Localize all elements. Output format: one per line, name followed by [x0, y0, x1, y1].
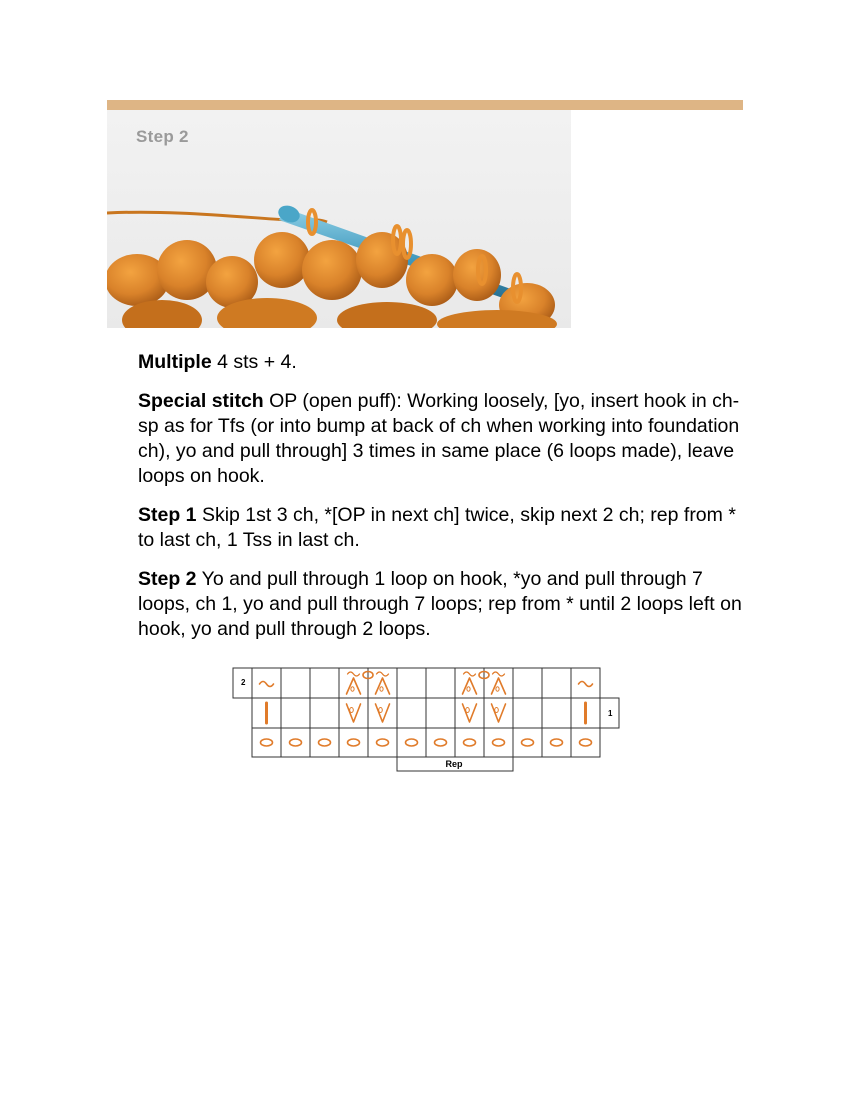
pull-through-symbol — [492, 678, 506, 694]
puff-loop-mark — [350, 708, 354, 713]
open-puff-symbol — [463, 704, 477, 722]
chart-cell — [397, 698, 426, 728]
chart-cell — [281, 698, 310, 728]
open-puff-symbol — [347, 704, 361, 722]
chart-cell — [426, 728, 455, 757]
special-stitch-paragraph — [138, 389, 750, 489]
row-label-2: 2 — [241, 678, 246, 687]
chart-cell — [368, 728, 397, 757]
tss-return-symbol — [579, 682, 593, 687]
multiple-term: Multiple — [138, 351, 212, 373]
multiple-paragraph — [138, 350, 750, 375]
chain-symbol — [522, 739, 534, 746]
chart-cell — [513, 728, 542, 757]
pull-through-tilde — [464, 672, 476, 676]
pull-through-tilde — [377, 672, 389, 676]
chain-symbol — [551, 739, 563, 746]
multiple-text: 4 sts + 4. — [211, 351, 297, 373]
chart-cell — [484, 698, 513, 728]
chart-cell — [368, 698, 397, 728]
instructions — [138, 350, 750, 656]
photo-step-label: Step 2 — [136, 127, 189, 146]
chart-cell — [426, 698, 455, 728]
pull-loop-mark — [496, 687, 499, 692]
open-puff-symbol — [376, 704, 390, 722]
step1-text: Skip 1st 3 ch, *[OP in next ch] twice, skip next 2 ch; rep from * to last ch, 1 Tss in last ch. — [138, 504, 736, 551]
puff-loop-mark — [379, 708, 383, 713]
chart-cell — [252, 728, 281, 757]
tss-return-symbol — [260, 682, 274, 687]
step1-term: Step 1 — [138, 504, 197, 526]
chart-cell — [571, 728, 600, 757]
open-puff-symbol — [492, 704, 506, 722]
chain-symbol — [290, 739, 302, 746]
chart-cell — [513, 698, 542, 728]
chart-cell — [513, 668, 542, 698]
step-photo — [107, 110, 571, 328]
chart-cell — [310, 728, 339, 757]
chain-symbol — [580, 739, 592, 746]
pull-through-symbol — [376, 678, 390, 694]
stitch-chart — [232, 666, 622, 774]
step2-term: Step 2 — [138, 568, 197, 590]
puff-loop-mark — [495, 708, 499, 713]
chart-cell — [455, 728, 484, 757]
step1-paragraph — [138, 503, 750, 553]
chain-symbol — [406, 739, 418, 746]
pull-loop-mark — [351, 687, 354, 692]
chart-cell — [542, 668, 571, 698]
pull-through-symbol — [463, 678, 477, 694]
chain-symbol — [377, 739, 389, 746]
chart-cell — [484, 728, 513, 757]
pull-loop-mark — [467, 687, 470, 692]
chart-cell — [310, 668, 339, 698]
pull-through-symbol — [347, 678, 361, 694]
chain-symbol — [319, 739, 331, 746]
pull-loop-mark — [380, 687, 383, 692]
stitch-chart-grid — [232, 666, 622, 774]
chart-cell — [542, 728, 571, 757]
chart-cell — [339, 698, 368, 728]
chart-cell — [426, 668, 455, 698]
chart-cell — [455, 698, 484, 728]
chain-symbol — [435, 739, 447, 746]
chart-cell — [397, 668, 426, 698]
pull-through-tilde — [348, 672, 360, 676]
chart-cell — [281, 728, 310, 757]
chain-symbol — [261, 739, 273, 746]
chart-cell — [339, 728, 368, 757]
chart-cell — [397, 728, 426, 757]
chain-symbol — [493, 739, 505, 746]
chart-cell — [542, 698, 571, 728]
step2-text: Yo and pull through 1 loop on hook, *yo and pull through 7 loops, ch 1, yo and pull through 7 loops; rep from * until 2 loops left on hook, yo and pull through 2 loops. — [138, 568, 742, 640]
chart-cell — [310, 698, 339, 728]
special-stitch-term: Special stitch — [138, 390, 264, 412]
pull-through-tilde — [493, 672, 505, 676]
special-stitch-text: OP (open puff): Working loosely, [yo, insert hook in ch-sp as for Tfs (or into bump at back of ch when working into foundation ch), yo and pull through] 3 times in same place (6 loops made), leave loops on hook. — [138, 390, 740, 487]
chain-symbol — [464, 739, 476, 746]
step2-paragraph — [138, 567, 750, 642]
puff-loop-mark — [466, 708, 470, 713]
chain-symbol — [348, 739, 360, 746]
header-rule — [107, 100, 743, 110]
row-label-1: 1 — [608, 709, 613, 718]
chart-cell — [281, 668, 310, 698]
repeat-label: Rep — [445, 759, 463, 769]
